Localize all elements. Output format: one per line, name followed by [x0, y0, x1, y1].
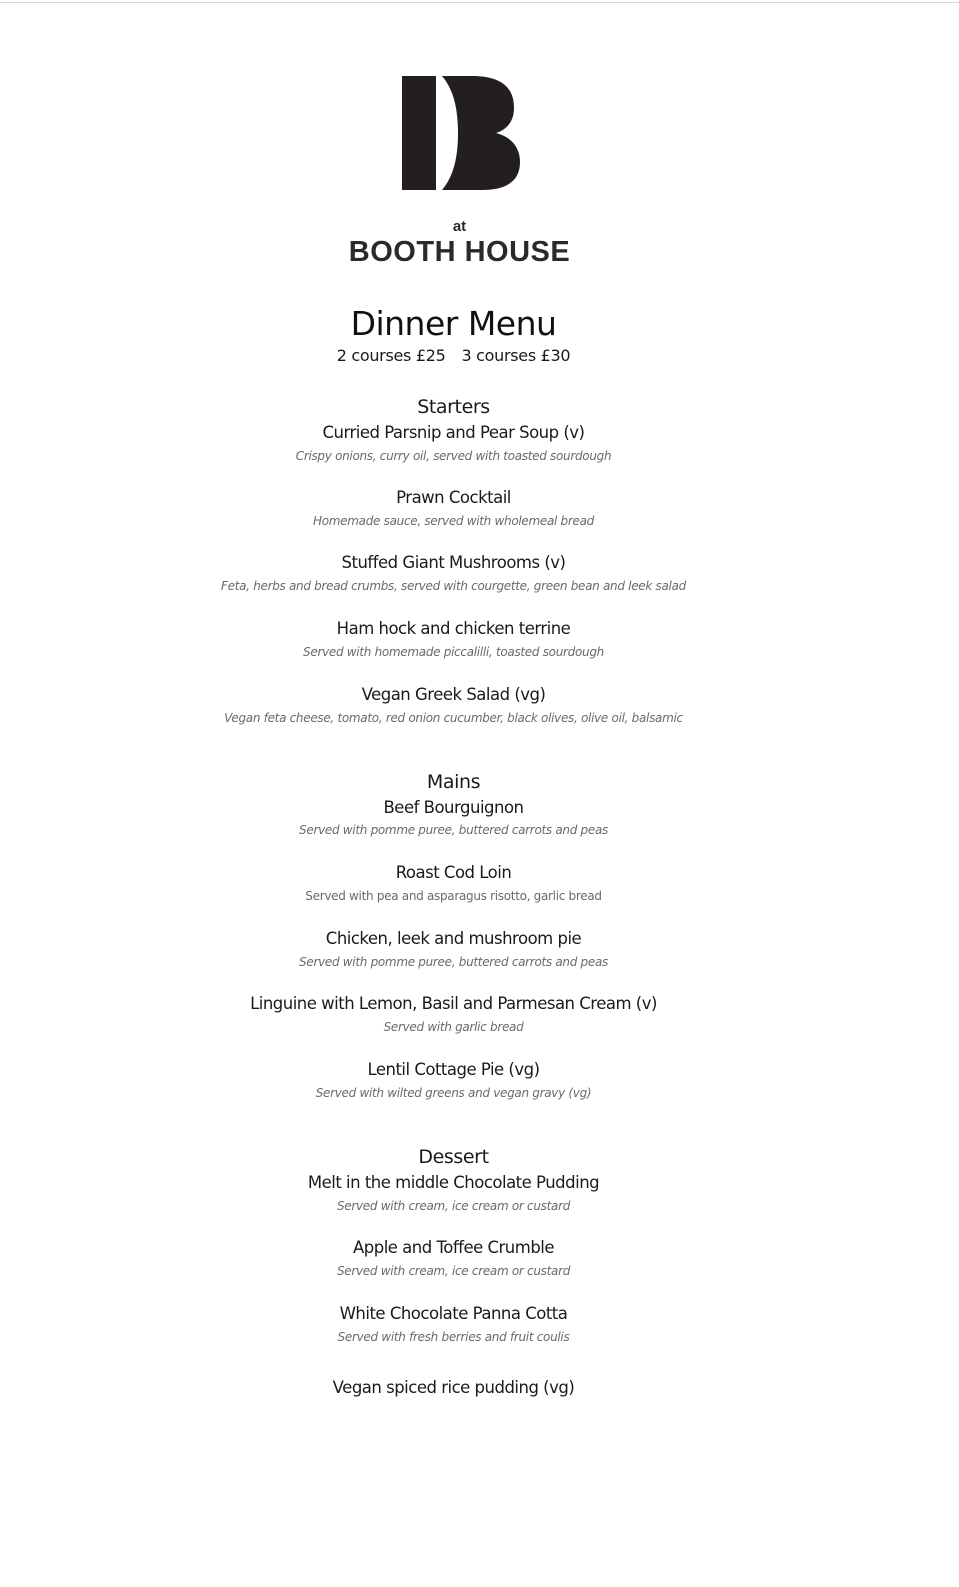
menu-item-name: Roast Cod Loin — [395, 863, 512, 882]
menu-item-name: Prawn Cocktail — [396, 488, 511, 507]
brand-at: at — [452, 218, 467, 235]
menu-item-name: Ham hock and chicken terrine — [336, 619, 571, 638]
menu-item-desc: Homemade sauce, served with wholemeal bread — [313, 514, 594, 528]
menu-item-name: Chicken, leek and mushroom pie — [325, 929, 582, 948]
menu-item-desc: Served with cream, ice cream or custard — [336, 1264, 571, 1278]
brand-name: BOOTH HOUSE — [348, 236, 571, 268]
section-title-starters: Starters — [417, 396, 490, 418]
top-divider — [0, 2, 959, 3]
menu-item-name: White Chocolate Panna Cotta — [339, 1304, 568, 1323]
menu-prices — [0, 346, 907, 365]
menu-item-desc: Served with fresh berries and fruit coulis — [337, 1330, 570, 1344]
menu-item-name: Beef Bourguignon — [383, 798, 524, 817]
price-three-courses: 3 courses £30 — [461, 346, 571, 365]
menu-item-desc: Served with homemade piccalilli, toasted sourdough — [303, 645, 604, 659]
section-title-dessert: Dessert — [418, 1146, 489, 1168]
menu-item-desc: Served with pea and asparagus risotto, garlic bread — [305, 889, 602, 903]
menu-title: Dinner Menu — [350, 304, 557, 343]
menu-item-name: Melt in the middle Chocolate Pudding — [307, 1173, 600, 1192]
menu-item-desc: Served with pomme puree, buttered carrots and peas — [299, 955, 608, 969]
menu-item-desc: Served with pomme puree, buttered carrots and peas — [299, 823, 608, 837]
menu-item-name: Vegan Greek Salad (vg) — [361, 685, 546, 704]
menu-item-name: Vegan spiced rice pudding (vg) — [332, 1378, 575, 1397]
menu-item-name: Lentil Cottage Pie (vg) — [367, 1060, 540, 1079]
section-title-mains: Mains — [426, 771, 481, 793]
menu-item-desc: Served with cream, ice cream or custard — [336, 1199, 571, 1213]
menu-item-name: Apple and Toffee Crumble — [352, 1238, 555, 1257]
price-two-courses: 2 courses £25 — [336, 346, 446, 365]
booth-house-logo — [402, 76, 522, 190]
menu-item-name: Linguine with Lemon, Basil and Parmesan Cream (v) — [250, 994, 657, 1013]
menu-item-desc: Served with garlic bread — [383, 1020, 524, 1034]
menu-item-desc: Vegan feta cheese, tomato, red onion cucumber, black olives, olive oil, balsamic — [224, 711, 683, 725]
menu-item-name: Stuffed Giant Mushrooms (v) — [341, 553, 566, 572]
menu-item-name: Curried Parsnip and Pear Soup (v) — [322, 423, 585, 442]
menu-item-desc: Feta, herbs and bread crumbs, served with courgette, green bean and leek salad — [221, 579, 686, 593]
menu-item-desc: Served with wilted greens and vegan gravy (vg) — [315, 1086, 592, 1100]
menu-item-desc: Crispy onions, curry oil, served with toasted sourdough — [295, 449, 612, 463]
